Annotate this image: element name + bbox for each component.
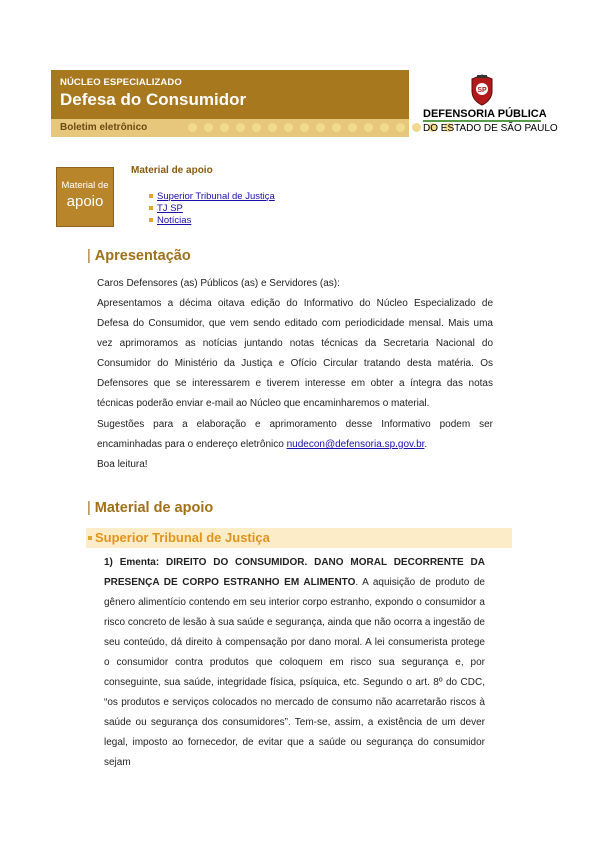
list-item [149, 191, 275, 203]
sp-coat-of-arms-icon [468, 74, 496, 106]
bullet-icon [149, 194, 153, 198]
dot-icon [364, 123, 373, 132]
bullet-icon [149, 206, 153, 210]
paragraph-suffix: . [424, 439, 428, 450]
dot-icon [300, 123, 309, 132]
subsection-stj-title: Superior Tribunal de Justiça [95, 530, 270, 545]
logo-divider [423, 120, 541, 122]
list-item [149, 215, 275, 227]
badge-line-1: Material de [61, 180, 109, 191]
dot-icon [316, 123, 325, 132]
list-item [149, 203, 275, 215]
dot-icon [236, 123, 245, 132]
link-stj[interactable]: Superior Tribunal de Justiça [157, 191, 275, 202]
header-title: Defesa do Consumidor [60, 90, 247, 109]
apresentacao-paragraph-2 [97, 415, 493, 455]
heading-text: Apresentação [94, 248, 191, 264]
dot-icon [188, 123, 197, 132]
heading-pipe: | [87, 500, 91, 516]
badge-line-2: apoio [66, 193, 104, 210]
ementa-item-1 [104, 553, 485, 773]
ementa-bold-title: DIREITO DO CONSUMIDOR. DANO MORAL DECORRENTE DA PRESENÇA DE CORPO ESTRANHO EM ALIMENTO [104, 557, 485, 588]
dot-icon [252, 123, 261, 132]
header-subtitle-bar [51, 119, 409, 137]
bullet-icon [88, 536, 92, 540]
dot-icon [284, 123, 293, 132]
header-small-title: NÚCLEO ESPECIALIZADO [60, 77, 182, 88]
dot-icon [396, 123, 405, 132]
svg-text:SP: SP [477, 87, 487, 94]
dot-icon [268, 123, 277, 132]
email-link[interactable]: nudecon@defensoria.sp.gov.br [286, 439, 425, 450]
ementa-text: . A aquisição de produto de gênero alimentício contendo em seu interior corpo estranho, expondo o consumidor a risco concreto de lesão à sua saúde e segurança, ainda que não ocorra a ingestão de seu conteúdo, dá direito à compensação por dano moral. A lei consumerista protege o consumidor contra produtos que coloquem em risco sua segurança e, por conseguinte, sua saúde, integridade física, psíquica, etc. Segundo o art. 8º do CDC, “os produtos e serviços colocados no mercado de consumo não acarretarão riscos à saúde ou segurança dos consumidores”. Tem-se, assim, a existência de um dever legal, imposto ao fornecedor, de evitar que a saúde ou segurança do consumidor sejam [104, 577, 485, 768]
material-de-apoio-badge [56, 167, 114, 227]
material-menu-links [149, 191, 275, 227]
material-menu-title: Material de apoio [131, 165, 213, 176]
link-tjsp[interactable]: TJ SP [157, 203, 183, 214]
header-subtitle: Boletim eletrônico [60, 122, 148, 133]
logo-line-2: DO ESTADO DE SÃO PAULO [423, 123, 558, 134]
apresentacao-paragraph-1: Apresentamos a décima oitava edição do Informativo do Núcleo Especializado de Defesa do Consumidor, que vem sendo editado com periodicidade mensal. Mais uma vez aprimoramos as notícias juntando notas técnicas da Secretaria Nacional do Consumidor do Ministério da Justiça e Ofício Circular tratando desta matéria. Os Defensores que se interessarem e tiverem interesse em obter a íntegra das notas técnicas poderão enviar e-mail ao Núcleo que encaminharemos o material. [97, 298, 493, 409]
dot-icon [204, 123, 213, 132]
subsection-stj-bar [86, 528, 512, 548]
ementa-number: 1) Ementa: [104, 557, 167, 568]
heading-text: Material de apoio [94, 500, 214, 516]
dot-icon [220, 123, 229, 132]
dot-icon [332, 123, 341, 132]
dot-icon [348, 123, 357, 132]
logo-line-1: DEFENSORIA PÚBLICA [423, 108, 547, 120]
section-heading-apresentacao [87, 248, 191, 264]
paragraph-text: Sugestões para a elaboração e aprimoramento desse Informativo podem ser encaminhadas para o endereço eletrônico [97, 419, 493, 450]
section-heading-material [87, 500, 213, 516]
heading-pipe: | [87, 248, 91, 264]
bullet-icon [149, 218, 153, 222]
dot-icon [380, 123, 389, 132]
apresentacao-closing: Boa leitura! [97, 459, 148, 470]
link-noticias[interactable]: Notícias [157, 215, 192, 226]
apresentacao-greeting: Caros Defensores (as) Públicos (as) e Servidores (as): [97, 278, 340, 289]
header-banner [51, 70, 409, 119]
defensoria-logo [420, 74, 558, 138]
